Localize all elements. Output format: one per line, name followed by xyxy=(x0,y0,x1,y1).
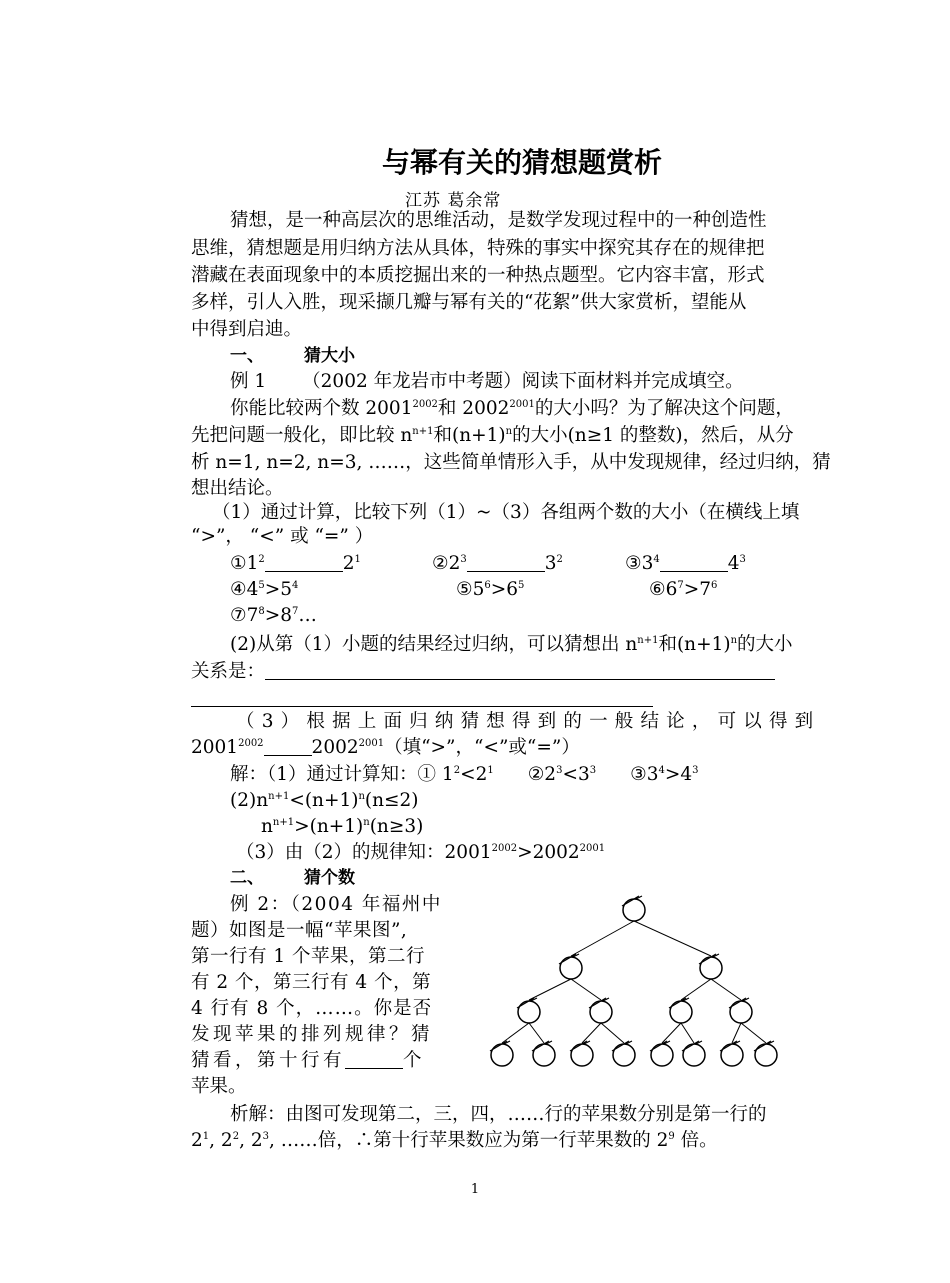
example-1-text: 想出结论。 xyxy=(191,478,284,499)
branch-line xyxy=(732,1023,741,1043)
question-2: (2)从第（1）小题的结果经过归纳，可以猜想出 $n^{n+1}$和$(n+1)^n$的大小 xyxy=(230,634,793,655)
apple-icon xyxy=(720,1041,743,1066)
branch-line xyxy=(681,1023,694,1043)
section-heading-1: 一、 猜大小 xyxy=(230,346,355,366)
apple-icon xyxy=(589,998,612,1023)
example-2-line: 猜看，第十行有 个 xyxy=(191,1050,426,1071)
apple-icon xyxy=(490,1041,513,1066)
page-number: 1 xyxy=(470,1182,480,1197)
example-1-text: 析 n=1, n=2, n=3, ……，这些简单情形入手，从中发现规律，经过归纳，猜 xyxy=(191,452,831,473)
branch-line xyxy=(582,1023,601,1043)
apple-icon xyxy=(622,896,645,921)
intro-line: 多样，引人入胜，现采撷几瓣与幂有关的“花絮”供大家赏析，望能从 xyxy=(191,292,747,313)
example-1-text: 你能比较两个数 $2001^{2002}$和 $2002^{2001}$的大小吗？为了解决这个问题， xyxy=(230,398,794,419)
apple-icon xyxy=(532,1041,555,1066)
question-1-cont: “>”， “<” 或 “=” ） xyxy=(191,526,374,547)
analysis-line: 析解：由图可发现第二，三，四，……行的苹果数分别是第一行的 xyxy=(230,1104,767,1125)
apple-icon xyxy=(559,954,582,979)
branch-line xyxy=(681,979,711,1000)
apple-icon xyxy=(570,1041,593,1066)
example-2-line: 发现苹果的排列规律？猜 xyxy=(191,1024,434,1045)
compare-item-6: $⑥6^7>7^6$ xyxy=(649,579,718,600)
branch-line xyxy=(601,1023,624,1043)
compare-item-1: $①1^2$ $2^1$ xyxy=(230,553,361,574)
intro-line: 中得到启迪。 xyxy=(191,319,303,340)
example-2-line: 苹果。 xyxy=(191,1076,247,1097)
example-2-line: 有 2 个，第三行有 4 个，第 xyxy=(191,972,432,993)
question-1: （1）通过计算，比较下列（1）~（3）各组两个数的大小（在横线上填 xyxy=(212,502,800,523)
branch-line xyxy=(634,921,711,956)
solution-3: $n^{n+1}>(n+1)^n(n\ge 3)$ xyxy=(261,816,424,837)
question-2-cont: 关系是： xyxy=(191,659,775,685)
branch-line xyxy=(529,1023,544,1043)
intro-line: 潜藏在表面现象中的本质挖掘出来的一种热点题型。它内容丰富，形式 xyxy=(191,265,765,286)
apple-icon xyxy=(754,1041,777,1066)
question-3: （3）根据上面归纳猜想得到的一般结论，可以得到 xyxy=(236,711,821,732)
example-1-title: 例 1 （2002 年龙岩市中考题）阅读下面材料并完成填空。 xyxy=(230,371,744,392)
compare-item-5: $⑤5^6>6^5$ xyxy=(456,579,525,600)
example-2-line: 第一行有 1 个苹果，第二行 xyxy=(191,946,426,967)
apple-icon xyxy=(517,998,540,1023)
apple-icon xyxy=(699,954,722,979)
solution-4: （3）由（2）的规律知：$2001^{2002}>2002^{2001}$ xyxy=(236,842,606,863)
apple-icon xyxy=(682,1041,705,1066)
branch-line xyxy=(662,1023,681,1043)
branch-line xyxy=(741,1023,766,1043)
apple-icon xyxy=(650,1041,673,1066)
branch-line xyxy=(529,979,571,1000)
example-2-line: 例 2：（2004 年福州中 xyxy=(230,894,442,915)
compare-item-2: $②2^3$ $3^2$ xyxy=(432,553,563,574)
solution-2: $(2)n^{n+1}<(n+1)^n(n\le 2)$ xyxy=(230,790,419,811)
question-3-cont: $2001^{2002}$ $2002^{2001}$（填“>”，“<”或“=”） xyxy=(191,737,580,758)
branch-line xyxy=(502,1023,529,1043)
analysis-line: $2^1$, $2^2$, $2^3$, ……倍，∴第十行苹果数应为第一行苹果数的 $2^9$ 倍。 xyxy=(191,1130,718,1151)
intro-line: 猜想，是一种高层次的思维活动，是数学发现过程中的一种创造性 xyxy=(230,210,767,231)
intro-line: 思维，猜想题是用归纳方法从具体，特殊的事实中探究其存在的规律把 xyxy=(191,238,765,259)
branch-line xyxy=(571,979,601,1000)
apple-tree-figure xyxy=(474,888,784,1084)
compare-item-3: $③3^4$ $4^3$ xyxy=(625,553,746,574)
solution-1: 解：（1）通过计算知：① $1^2<2^1$ $②2^3<3^3$ $③3^4>4^3$ xyxy=(230,764,699,785)
section-heading-2: 二、 猜个数 xyxy=(230,868,355,888)
branch-line xyxy=(571,921,634,956)
branch-line xyxy=(711,979,741,1000)
author: 江苏 葛余常 xyxy=(405,191,502,211)
example-1-text: 先把问题一般化，即比较 $n^{n+1}$和$(n+1)^n$的大小(n≥1 的整数)，然后，从分 xyxy=(191,425,794,446)
page-title: 与幂有关的猜想题赏析 xyxy=(381,146,662,179)
compare-item-4: $④4^5>5^4$ xyxy=(230,579,299,600)
example-2-line: 4 行有 8 个，……。你是否 xyxy=(191,998,433,1019)
apple-icon xyxy=(612,1041,635,1066)
apple-icon xyxy=(729,998,752,1023)
compare-item-7: $⑦7^8>8^7\dots$ xyxy=(230,605,317,626)
apple-icon xyxy=(669,998,692,1023)
example-2-line: 题）如图是一幅“苹果图”, xyxy=(191,920,408,941)
